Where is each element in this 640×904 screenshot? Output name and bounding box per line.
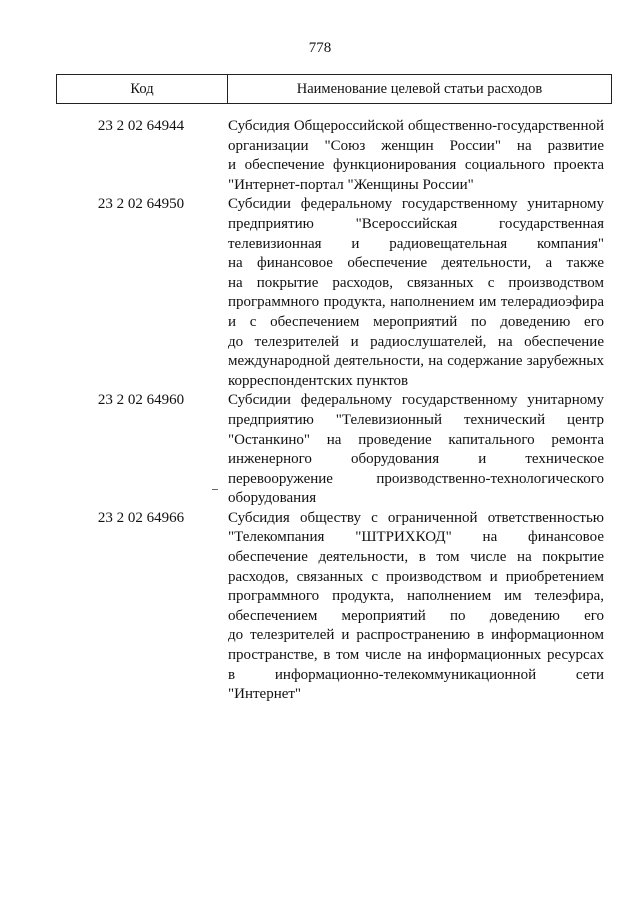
description-line: Субсидии федеральному государственному унитарному — [228, 392, 604, 409]
row-code: 23 2 02 64950 — [97, 196, 185, 213]
column-header-name: Наименование целевой статьи расходов — [296, 80, 543, 97]
description-line: "Интернет-портал "Женщины России" — [228, 176, 474, 193]
row-description — [228, 509, 604, 705]
description-line: пространстве, в том числе на информационных ресурсах — [228, 647, 604, 664]
row-code: 23 2 02 64960 — [97, 392, 185, 409]
table-row — [56, 391, 612, 509]
description-line: оборудования — [228, 490, 317, 507]
description-line: до телезрителей и распространению в информационном — [228, 627, 604, 644]
description-line: предприятию "Телевизионный технический центр — [228, 411, 604, 428]
scan-mark — [212, 489, 218, 490]
description-line: Субсидия Общероссийской общественно-государственной — [228, 118, 604, 134]
description-line: в информационно-телекоммуникационной сети — [228, 666, 604, 683]
row-description — [228, 195, 604, 391]
description-line: "Интернет" — [228, 686, 302, 703]
description-line: "Останкино" на проведение капитального ремонта — [228, 431, 604, 448]
description-line: программного продукта, наполнением им телеэфира, — [228, 588, 604, 605]
column-header-code: Код — [57, 75, 228, 103]
page-number: 778 — [308, 40, 332, 56]
description-line: перевооружение производственно-технологического — [228, 470, 604, 487]
description-line: и обеспечение функционирования социального проекта — [228, 157, 604, 174]
description-line: на финансовое обеспечение деятельности, а также — [228, 255, 604, 272]
description-line: "Телекомпания "ШТРИХКОД" на финансовое — [228, 529, 604, 546]
description-line: корреспондентских пунктов — [228, 372, 409, 389]
description-line: обеспечение деятельности, в том числе на покрытие — [228, 549, 604, 566]
table-body — [56, 117, 612, 705]
description-line: Субсидии федеральному государственному унитарному — [228, 196, 604, 213]
description-line: организации "Союз женщин России" на развитие — [228, 137, 604, 154]
description-line: телевизионная и радиовещательная компания" — [228, 235, 604, 252]
table-row — [56, 195, 612, 391]
table-header — [56, 74, 612, 104]
description-line: предприятию "Всероссийская государственная — [228, 215, 604, 232]
description-line: международной деятельности, на содержание зарубежных — [228, 353, 604, 370]
description-line: и с обеспечением мероприятий по доведению его — [228, 313, 604, 330]
description-line: программного продукта, наполнением им телерадиоэфира — [228, 294, 604, 311]
table-row — [56, 117, 612, 195]
row-description — [228, 117, 604, 195]
row-description — [228, 391, 604, 509]
description-line: Субсидия обществу с ограниченной ответственностью — [228, 509, 604, 526]
description-line: до телезрителей и радиослушателей, на обеспечение — [228, 333, 604, 350]
table-row — [56, 509, 612, 705]
description-line: инженерного оборудования и техническое — [228, 451, 604, 468]
description-line: обеспечением мероприятий по доведению его — [228, 607, 604, 624]
description-line: расходов, связанных с производством и приобретением — [228, 568, 604, 585]
row-code: 23 2 02 64966 — [97, 509, 185, 526]
description-line: на покрытие расходов, связанных с производством — [228, 274, 604, 291]
row-code: 23 2 02 64944 — [97, 118, 185, 134]
